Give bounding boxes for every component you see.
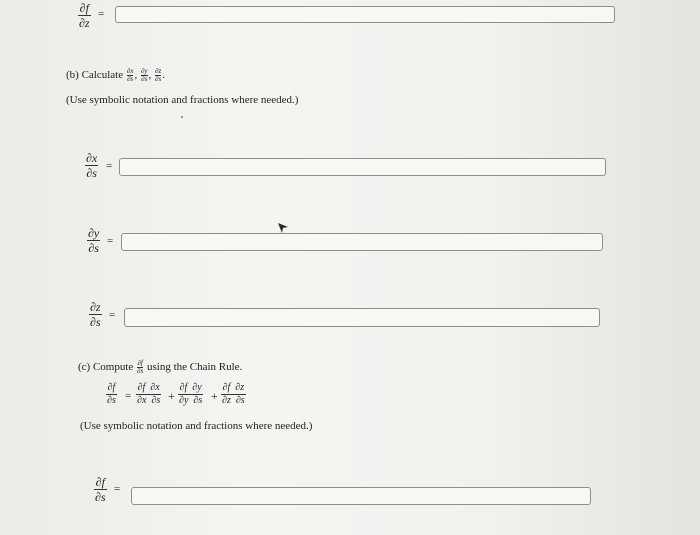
formula-plus: + <box>168 389 175 403</box>
answer-input-dy-ds[interactable] <box>121 233 603 251</box>
fraction-denominator: ∂z <box>79 16 90 30</box>
inline-fraction-df-ds: $\frac{\partial f}{\partial s}$ <box>137 359 144 375</box>
fraction-df-ds: ∂f ∂s <box>95 475 106 504</box>
mouse-pointer-icon <box>277 222 289 234</box>
part-c-label: (c) Compute <box>78 361 134 374</box>
part-b-label: (b) Calculate <box>66 69 124 82</box>
inline-fraction-dx-ds: $\frac{\partial x}{\partial s}$ <box>126 67 134 83</box>
part-c-note: (Use symbolic notation and fractions where needed.) <box>80 420 313 432</box>
answer-input-dx-ds[interactable] <box>119 158 606 176</box>
formula-term-x: ∂f ∂x ∂x ∂s <box>137 382 161 406</box>
fraction-df-dz <box>78 2 91 29</box>
formula-lhs-df-ds: ∂f ∂s <box>107 382 116 406</box>
part-b-note: (Use symbolic notation and fractions where needed.) <box>66 94 299 106</box>
equals-sign: = <box>98 8 105 20</box>
fraction-numerator: ∂f <box>79 1 89 15</box>
part-c-header: (c) Compute $\frac{\partial f}{\partial s}$ using the Chain Rule. <box>78 359 243 375</box>
equals-sign: = <box>106 160 113 172</box>
answer-input-dz-ds[interactable] <box>124 308 600 327</box>
formula-equals: = <box>125 390 132 402</box>
equals-sign: = <box>107 235 114 247</box>
inline-fraction-dy-ds: $\frac{\partial y}{\partial s}$ <box>140 67 148 83</box>
fraction-dy-ds: ∂y ∂s <box>88 226 100 255</box>
formula-plus: + <box>211 389 218 403</box>
formula-term-y: ∂f ∂y ∂y ∂s <box>179 382 203 406</box>
answer-input-df-ds[interactable] <box>131 487 591 505</box>
inline-fraction-dz-ds: $\frac{\partial z}{\partial s}$ <box>155 67 162 83</box>
dot-artifact <box>181 116 183 118</box>
fraction-dx-ds: ∂x ∂s <box>86 151 98 180</box>
fraction-dz-ds: ∂z ∂s <box>90 300 101 329</box>
formula-term-z: ∂f ∂z ∂z ∂s <box>222 382 245 406</box>
equals-sign: = <box>114 483 121 495</box>
equals-sign: = <box>109 309 116 321</box>
answer-input-df-dz[interactable] <box>115 6 615 23</box>
part-b-header: (b) Calculate $\frac{\partial x}{\partial s}$ , $\frac{\partial y}{\partial s}$ , $\frac{\partial z}{\partial s}$ . <box>66 67 165 83</box>
